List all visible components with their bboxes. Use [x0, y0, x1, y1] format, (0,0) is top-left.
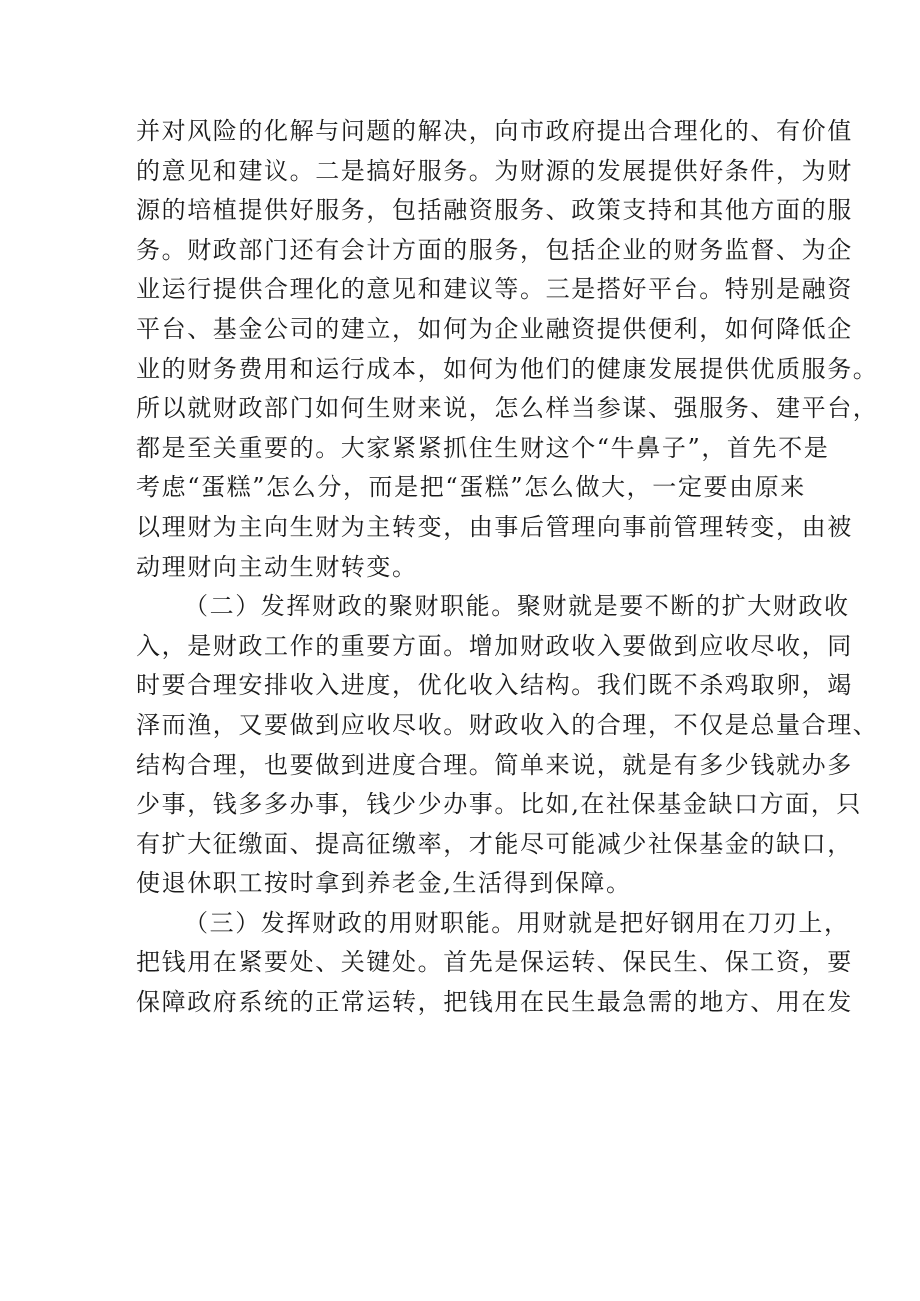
- text-line: 考虑“蛋糕”怎么分，而是把“蛋糕”怎么做大，一定要由原来: [136, 473, 806, 502]
- paragraph-2: [136, 587, 879, 904]
- text-line: 务。财政部门还有会计方面的服务，包括企业的财务监督、为企: [136, 235, 853, 264]
- text-line: 结构合理，也要做到进度合理。简单来说，就是有多少钱就办多: [136, 750, 853, 779]
- text-line: 把钱用在紧要处、关键处。首先是保运转、保民生、保工资，要: [136, 948, 853, 977]
- text-line: 平台、基金公司的建立，如何为企业融资提供便利，如何降低企: [136, 314, 853, 343]
- text-line: 业的财务费用和运行成本，如何为他们的健康发展提供优质服务。: [136, 354, 879, 383]
- text-line: 泽而渔，又要做到应收尽收。财政收入的合理，不仅是总量合理、: [136, 710, 879, 739]
- text-line: 并对风险的化解与问题的解决，向市政府提出合理化的、有价值: [136, 117, 853, 145]
- paragraph-1: [136, 112, 879, 587]
- text-line: 保障政府系统的正常运转，把钱用在民生最急需的地方、用在发: [136, 988, 853, 1017]
- text-line: 时要合理安排收入进度，优化收入结构。我们既不杀鸡取卵，竭: [136, 671, 853, 700]
- document-body: [136, 112, 879, 1023]
- text-line: （二）发挥财政的聚财职能。聚财就是要不断的扩大财政收: [184, 592, 850, 621]
- text-line: 有扩大征缴面、提高征缴率，才能尽可能减少社保基金的缺口，: [136, 829, 853, 858]
- text-line: 都是至关重要的。大家紧紧抓住生财这个“牛鼻子”，首先不是: [136, 433, 830, 462]
- text-line: 源的培植提供好服务，包括融资服务、政策支持和其他方面的服: [136, 196, 853, 225]
- text-line: 以理财为主向生财为主转变，由事后管理向事前管理转变，由被: [136, 512, 853, 541]
- text-line: 少事，钱多多办事，钱少少办事。比如,在社保基金缺口方面，只: [136, 790, 863, 819]
- text-line: 动理财向主动生财转变。: [136, 552, 418, 581]
- text-line: 业运行提供合理化的意见和建议等。三是搭好平台。特别是融资: [136, 275, 853, 304]
- text-line: （三）发挥财政的用财职能。用财就是把好钢用在刀刃上，: [184, 908, 850, 937]
- text-line: 入，是财政工作的重要方面。增加财政收入要做到应收尽收，同: [136, 631, 853, 660]
- text-line: 的意见和建议。二是搞好服务。为财源的发展提供好条件，为财: [136, 156, 853, 185]
- text-line: 使退休职工按时拿到养老金,生活得到保障。: [136, 869, 632, 898]
- paragraph-3: [136, 904, 853, 1023]
- text-line: 所以就财政部门如何生财来说，怎么样当参谋、强服务、建平台，: [136, 394, 879, 423]
